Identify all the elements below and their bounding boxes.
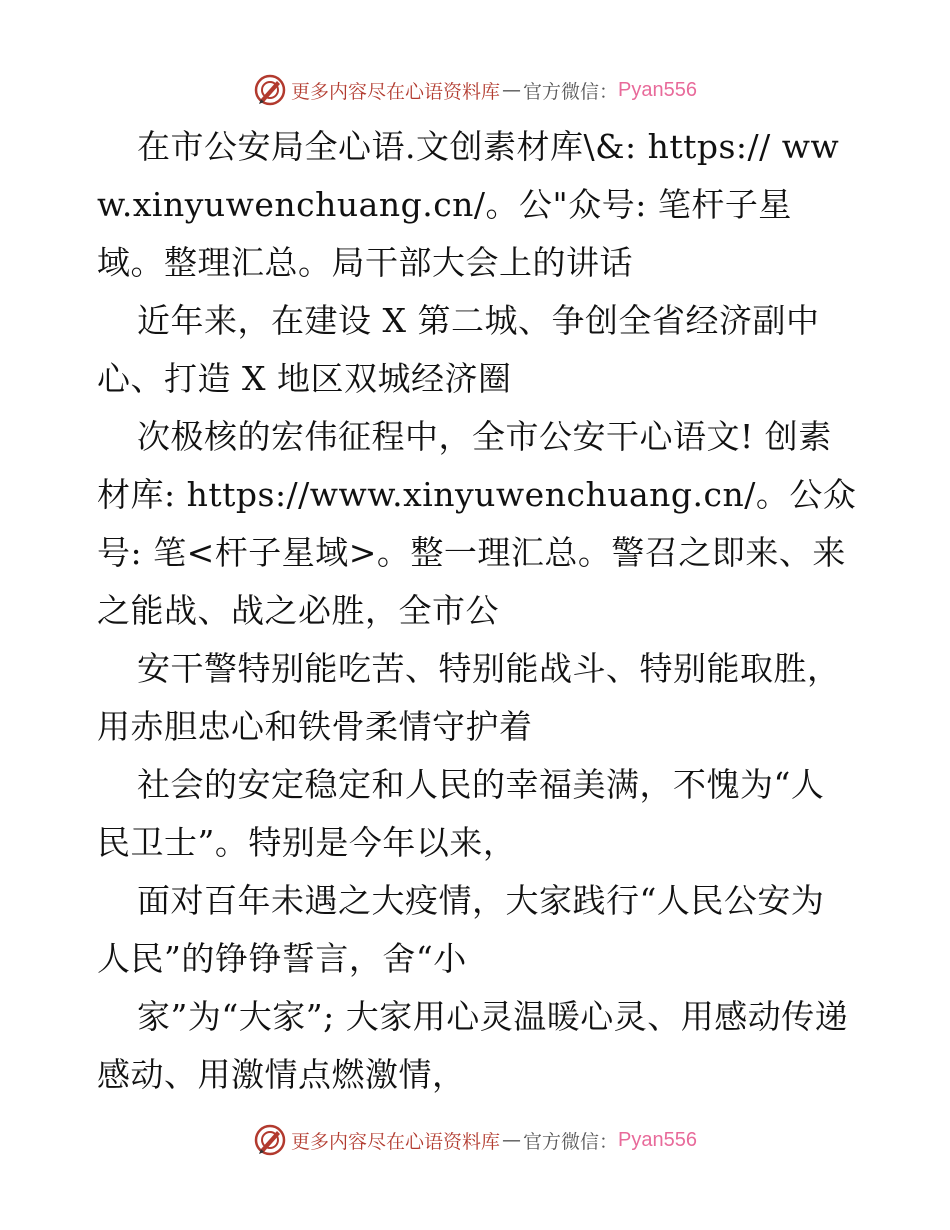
- footer-wechat-label: 官方微信：: [523, 1130, 619, 1153]
- paragraph: 家”为“大家”; 大家用心灵温暖心灵、用感动传递感动、用激情点燃激情，: [97, 997, 849, 1094]
- paragraph: 面对百年未遇之大疫情，大家践行“人民公安为人民”的铮铮誓言，舍“小: [97, 881, 825, 978]
- paragraph: 近年来，在建设 X 第二城、争创全省经济副中心、打造 X 地区双城经济圈: [97, 301, 820, 398]
- header-wechat-id: Pyan556: [618, 78, 697, 101]
- header-brand-text: 更多内容尽在心语资料库: [291, 80, 501, 103]
- document-body: [97, 118, 857, 1104]
- paragraph: 次极核的宏伟征程中，全市公安干心语文! 创素材库: https://www.xinyuwenchuang.cn/。公众号: 笔<杆子星域>。整一理汇总。警召之即来、来之能战、战之必胜，全市公: [97, 417, 857, 630]
- paragraph: 社会的安定稳定和人民的幸福美满，不愧为“人民卫士”。特别是今年以来，: [97, 765, 825, 862]
- paragraph: 在市公安局全心语.文创素材库\&: https:// www.xinyuwenchuang.cn/。公"众号: 笔杆子星域。整理汇总。局干部大会上的讲话: [97, 127, 840, 282]
- header-separator: —: [502, 79, 522, 101]
- footer-separator: —: [502, 1129, 522, 1151]
- footer-wechat-id: Pyan556: [618, 1128, 697, 1151]
- header-banner: [0, 70, 950, 110]
- pen-logo-icon: [253, 1123, 287, 1157]
- pen-logo-icon: [253, 73, 287, 107]
- footer-banner: [0, 1120, 950, 1160]
- header-wechat-label: 官方微信：: [523, 80, 619, 103]
- footer-brand-text: 更多内容尽在心语资料库: [291, 1130, 501, 1153]
- paragraph: 安干警特别能吃苦、特别能战斗、特别能取胜，用赤胆忠心和铁骨柔情守护着: [97, 649, 841, 746]
